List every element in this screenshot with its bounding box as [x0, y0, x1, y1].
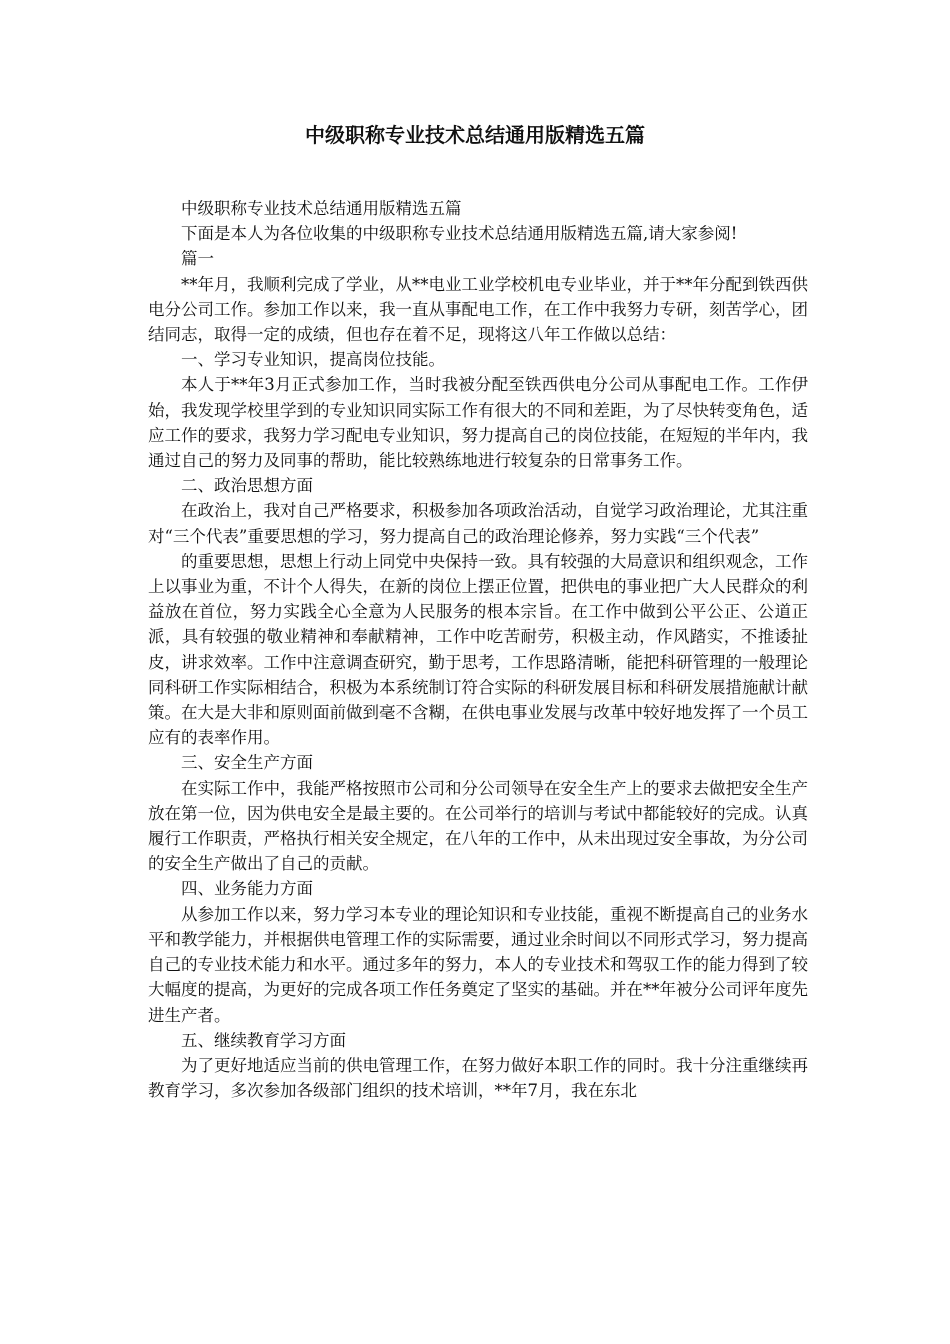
paragraph-education: 为了更好地适应当前的供电管理工作，在努力做好本职工作的同时。我十分注重继续再教育学习，多次参加各级部门组织的技术培训，**年7月，我在东北 [148, 1055, 808, 1101]
section-heading-business: 四、业务能力方面 [181, 879, 313, 899]
document-title: 中级职称专业技术总结通用版精选五篇 [305, 123, 645, 147]
paragraph-political-2: 的重要思想，思想上行动上同党中央保持一致。具有较强的大局意识和组织观念，工作上以事业为重，不计个人得失，在新的岗位上摆正位置，把供电的事业把广大人民群众的利益放在首位，努力实践全心全意为人民服务的根本宗旨。在工作中做到公平公正、公道正派，具有较强的敬业精神和奉献精神，工作中吃苦耐劳，积极主动，作风踏实，不推诿扯皮，讲求效率。工作中注意调查研究，勤于思考，工作思路清晰，能把科研管理的一般理论同科研工作实际相结合，积极为本系统制订符合实际的科研发展目标和科研发展措施献计献策。在大是大非和原则面前做到毫不含糊，在供电事业发展与改革中较好地发挥了一个员工应有的表率作用。 [148, 551, 808, 748]
paragraph-intro: 下面是本人为各位收集的中级职称专业技术总结通用版精选五篇,请大家参阅! [181, 224, 738, 244]
section-heading-study: 一、学习专业知识，提高岗位技能。 [181, 350, 445, 370]
paragraph-study: 本人于**年3月正式参加工作，当时我被分配至铁西供电分公司从事配电工作。工作伊始，我发现学校里学到的专业知识同实际工作有很大的不同和差距，为了尽快转变角色，适应工作的要求，我努力学习配电专业知识，努力提高自己的岗位技能，在短短的半年内，我通过自己的努力及同事的帮助，能比较熟练地进行较复杂的日常事务工作。 [148, 375, 808, 471]
paragraph-political-1: 在政治上，我对自己严格要求，积极参加各项政治活动，自觉学习政治理论，尤其注重对“三个代表”重要思想的学习，努力提高自己的政治理论修养，努力实践“三个代表” [148, 501, 808, 546]
paragraph-overview: **年月，我顺利完成了学业，从**电业工业学校机电专业毕业，并于**年分配到铁西供电分公司工作。参加工作以来，我一直从事配电工作，在工作中我努力专研，刻苦学心，团结同志，取得一定的成绩，但也存在着不足，现将这八年工作做以总结： [148, 274, 808, 345]
paragraph-safety: 在实际工作中，我能严格按照市公司和分公司领导在安全生产上的要求去做把安全生产放在第一位，因为供电安全是最主要的。在公司举行的培训与考试中都能较好的完成。认真履行工作职责，严格执行相关安全规定，在八年的工作中，从未出现过安全事故，为分公司的安全生产做出了自己的贡献。 [148, 778, 808, 874]
section-heading-education: 五、继续教育学习方面 [181, 1030, 346, 1050]
paragraph-business: 从参加工作以来，努力学习本专业的理论知识和专业技能，重视不断提高自己的业务水平和教学能力，并根据供电管理工作的实际需要，通过业余时间以不同形式学习，努力提高自己的专业技术能力和水平。通过多年的努力，本人的专业技术和驾驭工作的能力得到了较大幅度的提高，为更好的完成各项工作任务奠定了坚实的基础。并在**年被分公司评年度先进生产者。 [148, 904, 808, 1025]
paragraph-subtitle: 中级职称专业技术总结通用版精选五篇 [181, 199, 462, 218]
document-body [148, 196, 808, 1103]
section-heading-part-one: 篇一 [181, 249, 214, 269]
section-heading-safety: 三、安全生产方面 [181, 753, 313, 773]
section-heading-political: 二、政治思想方面 [181, 476, 313, 496]
